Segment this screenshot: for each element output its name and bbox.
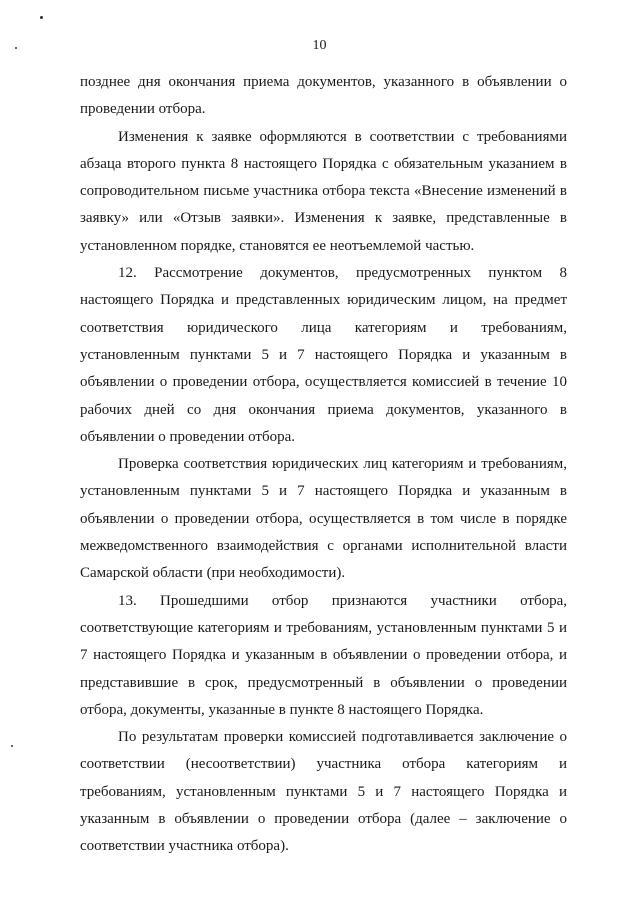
- paragraph: По результатам проверки комиссией подготавливается заключение о соответствии (несоответствии) участника отбора категориям и требованиям, установленным пунктами 5 и 7 настоящего Порядка и указанным в объявлении о проведении отбора (далее – заключение о соответствии участника отбора).: [80, 729, 567, 855]
- paragraph: Изменения к заявке оформляются в соответствии с требованиями абзаца второго пункта 8 настоящего Порядка с обязательным указанием в сопроводительном письме участника отбора текста «Внесение изменений в заявку» или «Отзыв заявки». Изменения к заявке, представленные в установленном порядке, становятся ее неотъемлемой частью.: [80, 128, 567, 254]
- paragraph: позднее дня окончания приема документов, указанного в объявлении о проведении отбора.: [80, 74, 567, 118]
- scan-artifact-dot: [40, 16, 43, 19]
- scan-artifact-dot: [11, 745, 13, 747]
- document-body: [80, 69, 567, 861]
- page-number: 10: [312, 38, 327, 53]
- paragraph: 13. Прошедшими отбор признаются участники отбора, соответствующие категориям и требованиям, установленным пунктами 5 и 7 настоящего Порядка и указанным в объявлении о проведении отбора, и представившие в срок, предусмотренный в объявлении о проведении отбора, документы, указанные в пункте 8 настоящего Порядка.: [80, 592, 567, 718]
- paragraph: Проверка соответствия юридических лиц категориям и требованиям, установленным пунктами 5 и 7 настоящего Порядка и указанным в объявлении о проведении отбора, осуществляется в том числе в порядке межведомственного взаимодействия с органами исполнительной власти Самарской области (при необходимости).: [80, 456, 567, 582]
- paragraph: 12. Рассмотрение документов, предусмотренных пунктом 8 настоящего Порядка и представленных юридическим лицом, на предмет соответствия юридического лица категориям и требованиям, установленным пунктами 5 и 7 настоящего Порядка и указанным в объявлении о проведении отбора, осуществляется комиссией в течение 10 рабочих дней со дня окончания приема документов, указанного в объявлении о проведении отбора.: [80, 265, 567, 445]
